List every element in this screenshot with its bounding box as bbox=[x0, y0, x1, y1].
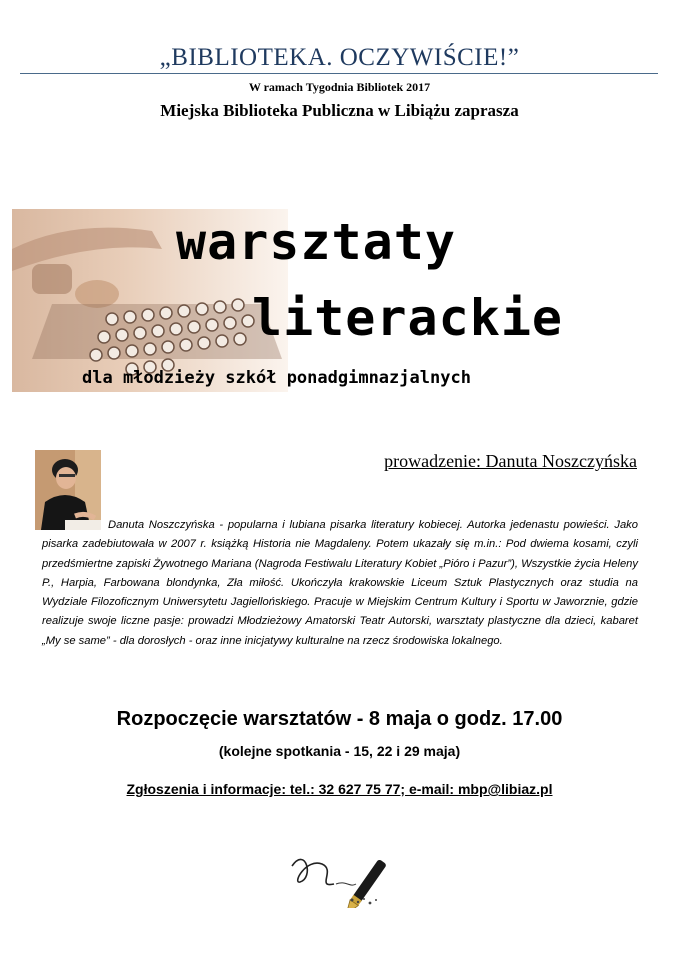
header-divider bbox=[20, 73, 658, 74]
event-context: W ramach Tygodnia Bibliotek 2017 bbox=[248, 80, 431, 94]
title-subtitle: dla młodzieży szkół ponadgimnazjalnych bbox=[82, 368, 471, 388]
title-line-2: literackie bbox=[252, 289, 564, 347]
poster-headline: „BIBLIOTEKA. OCZYWIŚCIE!” bbox=[159, 44, 520, 71]
organizer-line: Miejska Biblioteka Publiczna w Libiążu zaprasza bbox=[160, 101, 519, 120]
fountain-pen-icon bbox=[286, 838, 396, 908]
following-meetings: (kolejne spotkania - 15, 22 i 29 maja) bbox=[218, 743, 461, 759]
workshop-leader: prowadzenie: Danuta Noszczyńska bbox=[384, 451, 637, 471]
title-line-1: warsztaty bbox=[176, 213, 456, 271]
contact-info: Zgłoszenia i informacje: tel.: 32 627 75 77; e-mail: mbp@libiaz.pl bbox=[126, 781, 553, 797]
author-biography: Danuta Noszczyńska - popularna i lubiana pisarka literatury kobiecej. Autorka jedenastu powieści. Jako pisarka zadebiutowała w 2007 r. książką Historia nie Magdaleny. Potem ukazały się m.in.: Pod dwiema kosami, czyli przedśmiertne zapiski Żywotnego Mariana (Nagroda Festiwalu Literatury Kobiet „Pióro i Pazur”), Wszystkie życia Heleny P., Harpia, Farbowana blondynka, Zła miłość. Ukończyła krakowskie Liceum Sztuk Plastycznych oraz studia na Wydziale Filozoficznym Uniwersytetu Jagiellońskiego. Pracuje w Miejskim Centrum Kultury i Sportu w Jaworznie, gdzie realizuje swoje liczne pasje: prowadzi Młodzieżowy Amatorski Teatr Autorski, warsztaty plastyczne dla dzieci, kabaret „My se same” - dla dorosłych - oraz inne inicjatywy kulturalne na rzecz środowiska lokalnego. bbox=[42, 519, 638, 647]
workshop-start: Rozpoczęcie warsztatów - 8 maja o godz. 17.00 bbox=[116, 708, 563, 730]
